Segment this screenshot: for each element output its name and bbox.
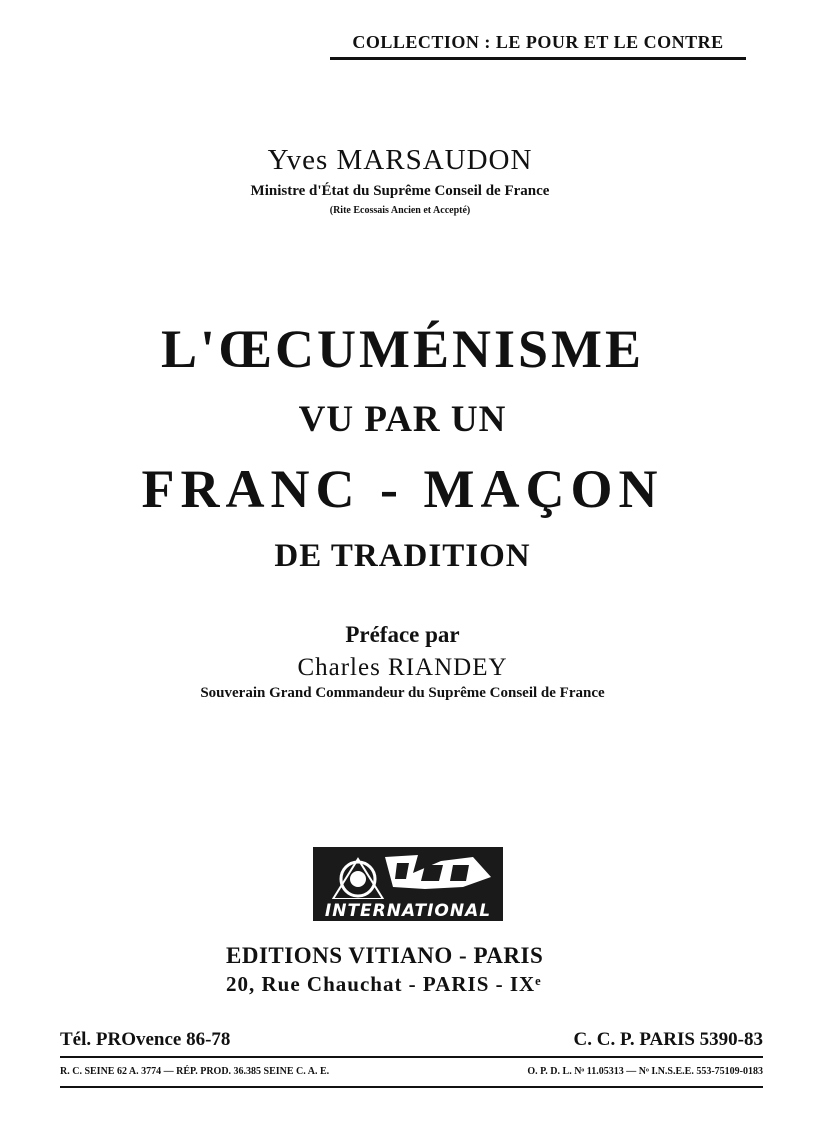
footer-rule-top	[60, 1056, 763, 1058]
logo-text: INTERNATIONAL	[324, 901, 492, 921]
publisher-emblem-icon	[313, 847, 503, 921]
publisher-logo-graphic	[313, 847, 503, 921]
collection-underline	[330, 57, 746, 60]
book-title-line-1: L'ŒCUMÉNISME	[160, 319, 645, 379]
preface-label: Préface par	[345, 622, 460, 647]
author-rite: (Rite Ecossais Ancien et Accepté)	[329, 205, 471, 216]
telephone: Tél. PROvence 86-78	[60, 1029, 231, 1050]
legal-registration-right: O. P. D. L. Nᵒ 11.05313 — Nᵒ I.N.S.E.E. 553-75109-0183	[527, 1066, 763, 1077]
publisher-address: 20, Rue Chauchat - PARIS - IXᵉ	[226, 972, 542, 996]
book-title-line-2: VU PAR UN	[298, 399, 507, 440]
preface-author: Charles RIANDEY	[297, 654, 508, 681]
book-title-line-3: FRANC - MAÇON	[141, 459, 664, 519]
author-name: Yves MARSAUDON	[267, 144, 533, 176]
publisher-name: EDITIONS VITIANO - PARIS	[226, 943, 544, 968]
footer-rule-bottom	[60, 1086, 763, 1088]
author-title: Ministre d'État du Suprême Conseil de France	[250, 183, 550, 199]
collection-title: COLLECTION : LE POUR ET LE CONTRE	[352, 32, 724, 52]
preface-author-role: Souverain Grand Commandeur du Suprême Conseil de France	[200, 685, 605, 701]
book-title-line-4: DE TRADITION	[274, 538, 531, 574]
postal-account: C. C. P. PARIS 5390-83	[573, 1029, 763, 1050]
legal-registration-left: R. C. SEINE 62 A. 3774 — RÉP. PROD. 36.385 SEINE C. A. E.	[60, 1066, 330, 1077]
